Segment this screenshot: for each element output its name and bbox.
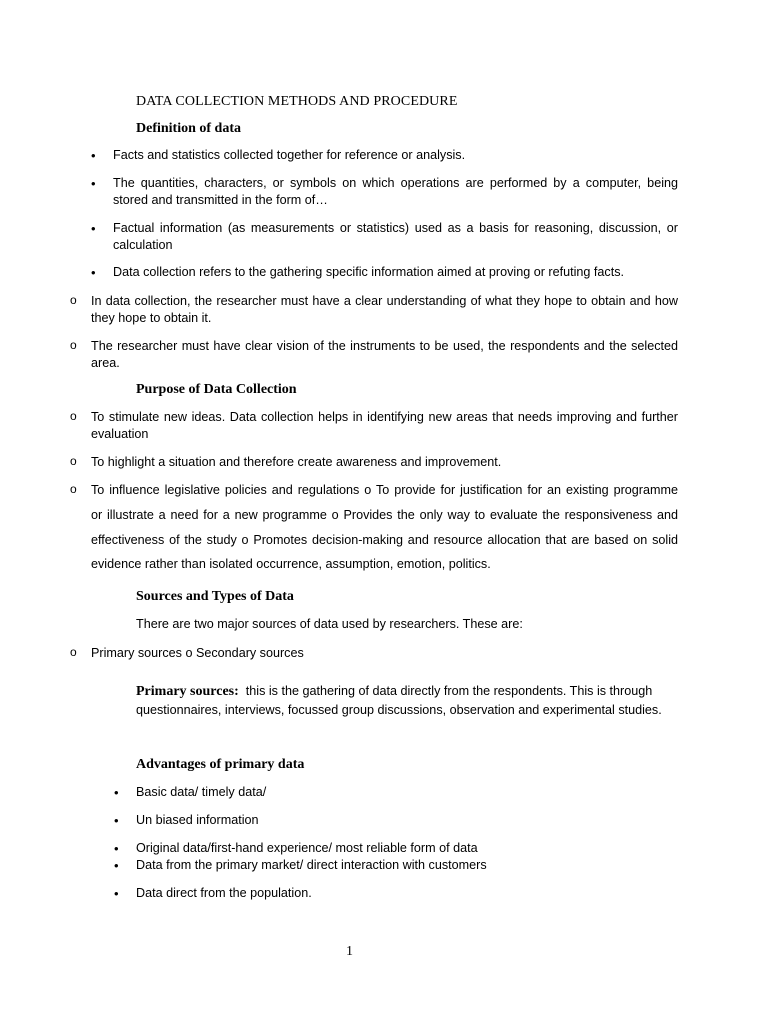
- bullet-icon: •: [114, 785, 119, 800]
- circle-bullet-icon: o: [70, 338, 77, 352]
- circle-bullet-icon: o: [70, 454, 77, 468]
- primary-sources-text-continuation: questionnaires, interviews, focussed group discussions, observation and experimental studies.: [136, 703, 662, 717]
- sources-intro: There are two major sources of data used by researchers. These are:: [136, 617, 523, 631]
- definition-item: Facts and statistics collected together for reference or analysis.: [113, 148, 466, 162]
- definition-item: Data collection refers to the gathering specific information aimed at proving or refuting facts.: [113, 265, 625, 279]
- bullet-icon: •: [114, 858, 119, 873]
- definition-item: Factual information (as measurements or statistics) used as a basis for reasoning, discussion, or: [113, 221, 678, 235]
- bullet-icon: •: [114, 886, 119, 901]
- advantage-item: Original data/first-hand experience/ most reliable form of data: [136, 841, 478, 855]
- advantage-item: Basic data/ timely data/: [136, 785, 267, 799]
- bullet-icon: •: [114, 841, 119, 856]
- bullet-icon: •: [114, 813, 119, 828]
- sources-heading: Sources and Types of Data: [136, 589, 294, 604]
- definition-item-continuation: calculation: [113, 238, 173, 252]
- sources-list: Primary sources o Secondary sources: [91, 646, 304, 660]
- note-item-continuation: they hope to obtain it.: [91, 311, 212, 325]
- page-number: 1: [346, 944, 353, 959]
- purpose-item-continuation: evidence rather than isolated occurrence, assumption, emotion, politics.: [91, 557, 491, 571]
- circle-bullet-icon: o: [70, 409, 77, 423]
- advantage-item: Data from the primary market/ direct interaction with customers: [136, 858, 487, 872]
- document-title: DATA COLLECTION METHODS AND PROCEDURE: [136, 94, 458, 109]
- note-item-continuation: area.: [91, 356, 120, 370]
- advantage-item: Data direct from the population.: [136, 886, 312, 900]
- primary-sources-paragraph: [136, 683, 681, 700]
- note-item: In data collection, the researcher must have a clear understanding of what they hope to obtain and how: [91, 294, 678, 308]
- purpose-item: To influence legislative policies and regulations o To provide for justification for an existing programme: [91, 483, 678, 497]
- purpose-heading: Purpose of Data Collection: [136, 382, 297, 397]
- circle-bullet-icon: o: [70, 482, 77, 496]
- primary-sources-text: this is the gathering of data directly from the respondents. This is through: [245, 684, 653, 698]
- circle-bullet-icon: o: [70, 645, 77, 659]
- bullet-icon: •: [91, 221, 96, 236]
- purpose-item-continuation: evaluation: [91, 427, 149, 441]
- definition-heading: Definition of data: [136, 121, 241, 136]
- advantage-item: Un biased information: [136, 813, 259, 827]
- primary-sources-label: Primary sources:: [136, 684, 239, 699]
- purpose-item-continuation: effectiveness of the study o Promotes decision-making and resource allocation that are based on solid: [91, 533, 678, 547]
- bullet-icon: •: [91, 265, 96, 280]
- advantages-heading: Advantages of primary data: [136, 757, 305, 772]
- note-item: The researcher must have clear vision of the instruments to be used, the respondents and the selected: [91, 339, 678, 353]
- purpose-item-continuation: or illustrate a need for a new programme o Provides the only way to evaluate the responsiveness and: [91, 508, 678, 522]
- definition-item: The quantities, characters, or symbols on which operations are performed by a computer, being: [113, 176, 678, 190]
- definition-item-continuation: stored and transmitted in the form of…: [113, 193, 328, 207]
- purpose-item: To highlight a situation and therefore create awareness and improvement.: [91, 455, 502, 469]
- purpose-item: To stimulate new ideas. Data collection helps in identifying new areas that needs improving and further: [91, 410, 678, 424]
- bullet-icon: •: [91, 148, 96, 163]
- bullet-icon: •: [91, 176, 96, 191]
- circle-bullet-icon: o: [70, 293, 77, 307]
